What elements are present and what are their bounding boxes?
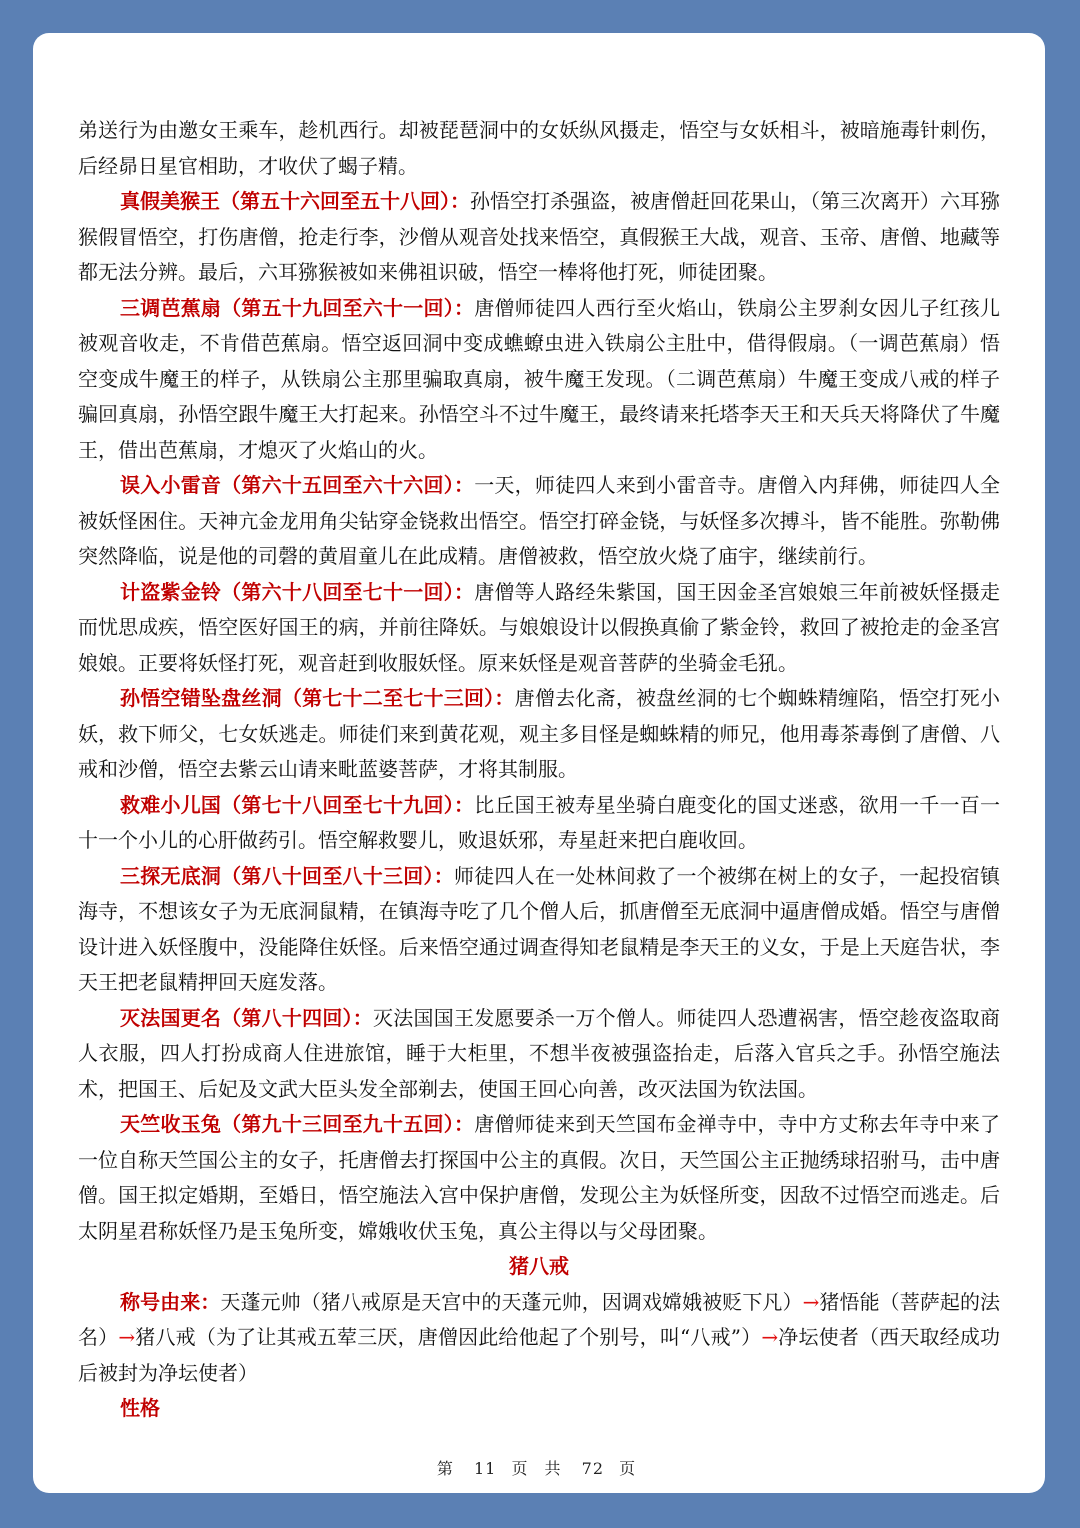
section-paragraph: [78, 859, 1000, 1001]
section-body: 比丘国王被寿星坐骑白鹿变化的国丈迷惑，欲用一千一百一十一个小儿的心肝做药引。悟空解救婴儿，败退妖邪，寿星赶来把白鹿收回。: [78, 792, 1001, 852]
section-heading: 天竺收玉兔（第九十三回至九十五回）：: [120, 1112, 475, 1136]
section-paragraph: [78, 575, 1000, 682]
section-heading: 三探无底洞（第八十回至八十三回）：: [120, 863, 454, 888]
section-body: 唐僧等人路经朱紫国，国王因金圣宫娘娘三年前被妖怪摄走而忧思成疾，悟空医好国王的病，并前往降妖。与娘娘设计以假换真偷了紫金铃，救回了被抢走的金圣宫娘娘。正要将妖怪打死，观音赶到收服妖怪。原来妖怪是观音菩萨的坐骑金毛犼。: [78, 579, 1001, 675]
section-heading: 真假美猴王（第五十六回至五十八回）：: [120, 189, 470, 213]
character-title: 猪八戒: [509, 1254, 569, 1278]
section-body: 唐僧师徒来到天竺国布金禅寺中，寺中方丈称去年寺中来了一位自称天竺国公主的女子，托唐僧去打探国中公主的真假。次日，天竺国公主正抛绣球招驸马，击中唐僧。国王拟定婚期，至婚日，悟空施法入宫中保护唐僧，发现公主为妖怪所变，因敌不过悟空而逃走。后太阴星君称妖怪乃是玉兔所变，嫦娥收伏玉兔，真公主得以与父母团聚。: [78, 1112, 1001, 1243]
section-paragraph: [78, 1107, 1000, 1249]
total-page-number: 72: [581, 1459, 604, 1478]
section-body: 孙悟空打杀强盗，被唐僧赶回花果山，（第三次离开）六耳猕猴假冒悟空，打伤唐僧，抢走行李，沙僧从观音处找来悟空，真假猴王大战，观音、玉帝、唐僧、地藏等都无法分辨。最后，六耳猕猴被如来佛祖识破，悟空一棒将他打死，师徒团聚。: [78, 189, 1000, 284]
current-page-number: 11: [474, 1459, 497, 1478]
origin-heading: 称号由来：: [120, 1289, 221, 1314]
section-paragraph: [78, 184, 1000, 291]
origin-part-4: 净坛使者（西天取经成功后被封为净坛使者）: [78, 1325, 1001, 1385]
section-paragraph: [78, 1001, 1000, 1108]
footer-prefix: 第: [436, 1459, 459, 1478]
document-page: [33, 33, 1045, 1493]
section-body: 唐僧师徒四人西行至火焰山，铁扇公主罗刹女因儿子红孩儿被观音收走，不肯借芭蕉扇。悟空返回洞中变成蟭蟟虫进入铁扇公主肚中，借得假扇。（一调芭蕉扇）悟空变成牛魔王的样子，从铁扇公主那里骗取真扇，被牛魔王发现。（二调芭蕉扇）牛魔王变成八戒的样子骗回真扇，孙悟空跟牛魔王大打起来。孙悟空斗不过牛魔王，最终请来托塔李天王和天兵天将降伏了牛魔王，借出芭蕉扇，才熄灭了火焰山的火。: [78, 295, 1001, 462]
section-paragraph: [78, 681, 1000, 788]
personality-paragraph: [78, 1391, 1000, 1427]
origin-part-3: 猪八戒（为了让其戒五荤三厌，唐僧因此给他起了个别号，叫“八戒”）: [135, 1325, 762, 1349]
section-heading: 误入小雷音（第六十五回至六十六回）：: [120, 473, 475, 497]
arrow-icon: →: [802, 1289, 820, 1314]
intro-text: 弟送行为由邀女王乘车，趁机西行。却被琵琶洞中的女妖纵风摄走，悟空与女妖相斗，被暗施毒针刺伤，后经昴日星官相助，才收伏了蝎子精。: [78, 118, 1000, 178]
intro-paragraph: [78, 113, 1000, 184]
section-paragraph: [78, 291, 1000, 469]
footer-suffix: 页: [619, 1459, 642, 1478]
personality-heading: 性格: [120, 1396, 160, 1420]
section-paragraph: [78, 788, 1000, 859]
section-paragraph: [78, 468, 1000, 575]
section-heading: 三调芭蕉扇（第五十九回至六十一回）：: [120, 295, 475, 320]
section-heading: 救难小儿国（第七十八回至七十九回）：: [120, 792, 475, 817]
origin-part-2: 猪悟能（菩萨起的法名）: [78, 1289, 1001, 1349]
origin-part-1: 天蓬元帅（猪八戒原是天宫中的天蓬元帅，因调戏嫦娥被贬下凡）: [220, 1289, 803, 1314]
arrow-icon: →: [761, 1325, 779, 1349]
origin-paragraph: [78, 1285, 1000, 1392]
section-body: 灭法国国王发愿要杀一万个僧人。师徒四人恐遭祸害，悟空趁夜盗取商人衣服，四人打扮成商人住进旅馆，睡于大柜里，不想半夜被强盗抬走，后落入官兵之手。孙悟空施法术，把国王、后妃及文武大臣头发全部剃去，使国王回心向善，改灭法国为钦法国。: [78, 1005, 1001, 1101]
section-heading: 计盗紫金铃（第六十八回至七十一回）：: [120, 579, 475, 604]
arrow-icon: →: [118, 1325, 136, 1349]
section-heading: 孙悟空错坠盘丝洞（第七十二至七十三回）：: [120, 686, 515, 710]
section-body: 师徒四人在一处林间救了一个被绑在树上的女子，一起投宿镇海寺，不想该女子为无底洞鼠精，在镇海寺吃了几个僧人后，抓唐僧至无底洞中逼唐僧成婚。悟空与唐僧设计进入妖怪腹中，没能降住妖怪。后来悟空通过调查得知老鼠精是李天王的义女，于是上天庭告状，李天王把老鼠精押回天庭发落。: [78, 863, 1000, 994]
section-body: 一天，师徒四人来到小雷音寺。唐僧入内拜佛，师徒四人全被妖怪困住。天神亢金龙用角尖钻穿金铙救出悟空。悟空打碎金铙，与妖怪多次搏斗，皆不能胜。弥勒佛突然降临，说是他的司磬的黄眉童儿在此成精。唐僧被救，悟空放火烧了庙宇，继续前行。: [78, 473, 1001, 568]
footer-middle: 页 共: [511, 1459, 567, 1478]
section-heading: 灭法国更名（第八十四回）：: [120, 1005, 374, 1030]
section-body: 唐僧去化斋，被盘丝洞的七个蜘蛛精缠陷，悟空打死小妖，救下师父，七女妖逃走。师徒们来到黄花观，观主多目怪是蜘蛛精的师兄，他用毒茶毒倒了唐僧、八戒和沙僧，悟空去紫云山请来毗蓝婆菩萨，才将其制服。: [78, 686, 1001, 781]
page-footer: [33, 1456, 1045, 1479]
